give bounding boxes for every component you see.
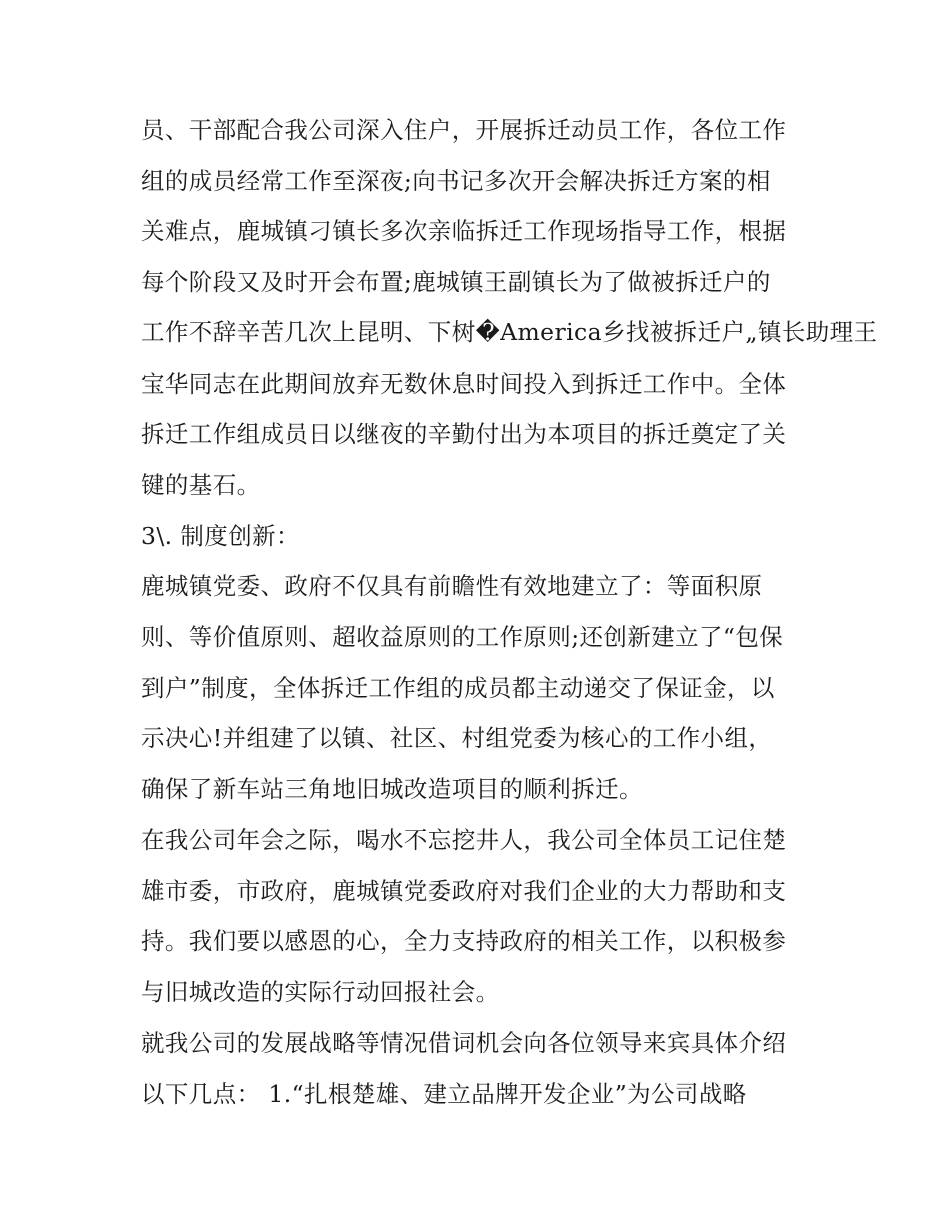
text-line: 关难点，鹿城镇刁镇长多次亲临拆迁工作现场指导工作，根据 bbox=[141, 217, 787, 245]
text-line: 宝华同志在此期间放弃无数休息时间投入到拆迁工作中。全体 bbox=[141, 370, 787, 398]
text-line: 到户”制度，全体拆迁工作组的成员都主动递交了保证金，以 bbox=[141, 674, 775, 702]
text-line: 持。我们要以感恩的心，全力支持政府的相关工作，以积极参 bbox=[141, 927, 787, 955]
text-line: 键的基石。 bbox=[141, 471, 261, 499]
text-line: 员、干部配合我公司深入住户，开展拆迁动员工作，各位工作 bbox=[141, 116, 787, 144]
text-line: 以下几点： 1.“扎根楚雄、建立品牌开发企业”为公司战略 bbox=[141, 1080, 747, 1108]
text-line: 示决心!并组建了以镇、社区、村组党委为核心的工作小组， bbox=[141, 724, 773, 752]
text-line: 鹿城镇党委、政府不仅具有前瞻性有效地建立了：等面积原 bbox=[141, 572, 763, 600]
text-line: 雄市委，市政府，鹿城镇党委政府对我们企业的大力帮助和支 bbox=[141, 877, 787, 905]
text-line: 组的成员经常工作至深夜;向书记多次开会解决拆迁方案的相 bbox=[141, 167, 771, 195]
text-line: 每个阶段又及时开会布置;鹿城镇王副镇长为了做被拆迁户的 bbox=[141, 268, 771, 296]
text-line: 就我公司的发展战略等情况借词机会向各位领导来宾具体介绍 bbox=[141, 1029, 787, 1057]
text-line: 拆迁工作组成员日以继夜的辛勤付出为本项目的拆迁奠定了关 bbox=[141, 420, 787, 448]
text-line: 工作不辞辛苦几次上昆明、下树�America乡找被拆迁户„镇长助理王 bbox=[141, 318, 878, 346]
text-line: 与旧城改造的实际行动回报社会。 bbox=[141, 978, 500, 1006]
section-heading: 3\. 制度创新： bbox=[141, 522, 300, 550]
text-line: 在我公司年会之际，喝水不忘挖井人，我公司全体员工记住楚 bbox=[141, 826, 787, 854]
text-line: 则、等价值原则、超收益原则的工作原则;还创新建立了“包保 bbox=[141, 623, 784, 651]
text-line: 确保了新车站三角地旧城改造项目的顺利拆迁。 bbox=[141, 775, 643, 803]
